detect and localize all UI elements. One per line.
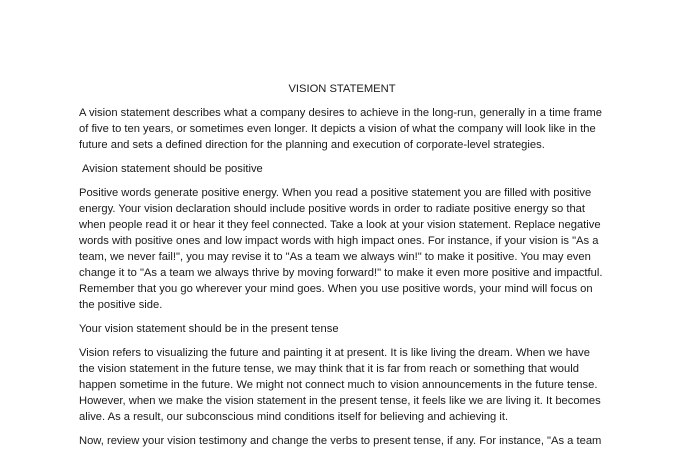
present-tense-paragraph: Vision refers to visualizing the future and painting it at present. It is like living the dream. When we have the vision statement in the future tense, we may think that it is far from reach or something that would happen sometime in the future. We might not connect much to vision announcements in the future tense. However, when we make the vision statement in the present tense, it feels like we are living it. It becomes alive. As a result, our subconscious mind conditions itself for believing and achieving it.: [79, 347, 601, 423]
positive-paragraph: Positive words generate positive energy. When you read a positive statement you are filled with positive energy. Your vision declaration should include positive words in order to radiate positive energy so that when people read it or hear it they feel connected. Take a look at your vision statement. Replace negative words with positive ones and low impact words with high impact ones. For instance, if your vision is "As a team, we never fail!", you may revise it to "As a team we always win!" to make it positive. You may even change it to "As a team we always thrive by moving forward!" to make it even more positive and impactful. Remember that you go wherever your mind goes. When you use positive words, your mind will focus on the positive side.: [79, 187, 603, 311]
review-paragraph: Now, review your vision testimony and change the verbs to present tense, if any. For instance, "As a team: [79, 435, 602, 447]
document-title: VISION STATEMENT: [288, 83, 396, 95]
intro-paragraph: A vision statement describes what a company desires to achieve in the long-run, generally in a time frame of five to ten years, or sometimes even longer. It depicts a vision of what the company will look like in the future and sets a defined direction for the planning and execution of corporate-level strategies.: [79, 107, 602, 151]
section-heading-positive: Avision statement should be positive: [82, 163, 263, 175]
section-heading-present-tense: Your vision statement should be in the present tense: [79, 323, 339, 335]
document-page: [79, 81, 605, 457]
